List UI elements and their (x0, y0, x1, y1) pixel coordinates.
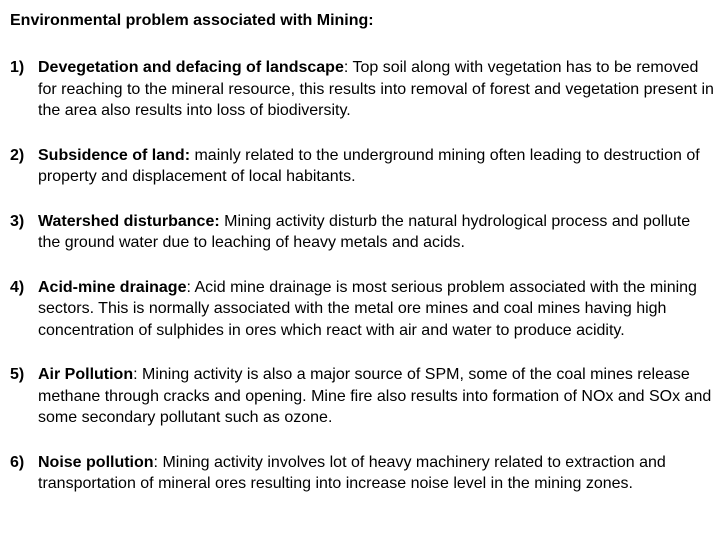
list-item-term: Watershed disturbance: (38, 212, 220, 230)
list-item-number: 3) (10, 212, 25, 230)
list-item-subsidence (10, 145, 715, 188)
list-item-term: Subsidence of land: (38, 146, 191, 164)
list-item-term: Acid-mine drainage (38, 278, 187, 296)
list-item-term: Noise pollution (38, 453, 154, 471)
list-item-text: : Mining activity is also a major source of SPM, some of the coal mines release methane through cracks and opening. Mine fire also results into formation of NOx and SOx and some secondary pollutant such as ozone. (38, 366, 712, 426)
list-item-air-pollution (10, 364, 715, 429)
list-item-devegetation (10, 57, 715, 122)
list-item-text: : Acid mine drainage is most serious problem associated with the mining sectors. This is normally associated with the metal ore mines and coal mines having high concentration of sulphides in ores which react with air and water to produce acidity. (38, 278, 697, 339)
list-item-watershed (10, 211, 715, 254)
list-item-text: : Top soil along with vegetation has to be removed for reaching to the mineral resource, this results into removal of forest and vegetation present in the area also results into loss of biodiversity. (38, 59, 714, 119)
list-item-noise-pollution (10, 452, 715, 495)
list-item-number: 4) (10, 278, 25, 296)
list-item-number: 6) (10, 453, 25, 471)
document-page (10, 10, 715, 518)
document-heading: Environmental problem associated with Mining: (10, 12, 374, 29)
list-item-text: mainly related to the underground mining often leading to destruction of property and displacement of local habitants. (38, 146, 700, 185)
list-item-term: Devegetation and defacing of landscape (38, 59, 344, 76)
list-item-number: 1) (10, 59, 25, 76)
list-item-number: 5) (10, 366, 25, 383)
list-item-text: : Mining activity involves lot of heavy machinery related to extraction and transportation of mineral ores resulting into increase noise level in the mining zones. (38, 453, 666, 492)
list-item-term: Air Pollution (38, 366, 134, 383)
list-item-number: 2) (10, 146, 25, 164)
list-item-text: Mining activity disturb the natural hydrological process and pollute the ground water due to leaching of heavy metals and acids. (38, 212, 691, 251)
list-item-acid-mine-drainage (10, 277, 715, 342)
